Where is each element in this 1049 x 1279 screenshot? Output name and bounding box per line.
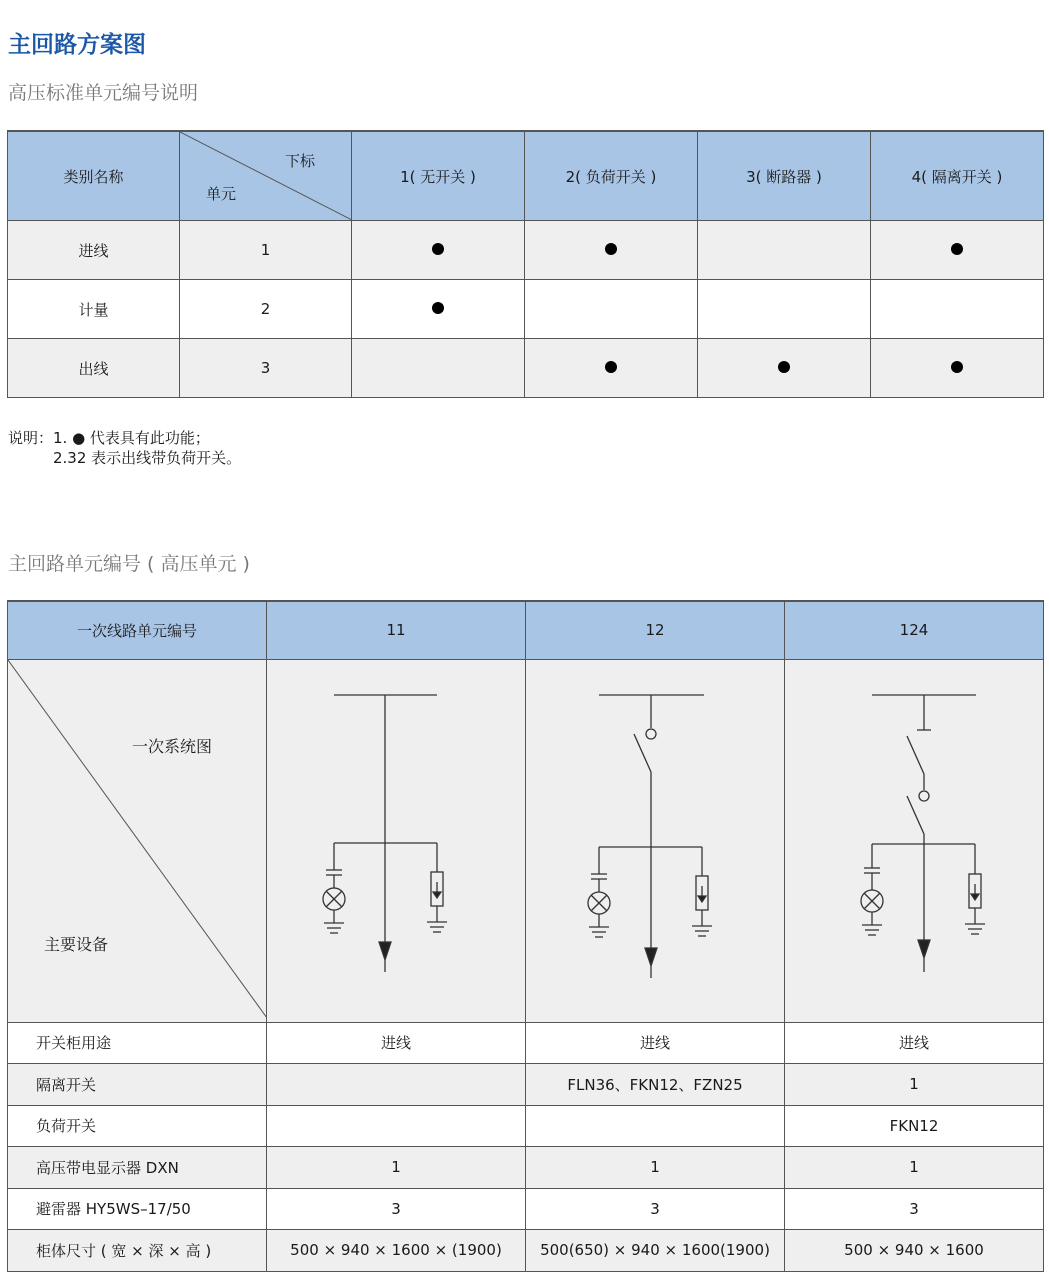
section-subtitle-2: 主回路单元编号 ( 高压单元 ) bbox=[8, 553, 250, 575]
row-value: 1 bbox=[785, 1063, 1044, 1105]
section-subtitle-1: 高压标准单元编号说明 bbox=[8, 82, 199, 104]
mark-cell bbox=[871, 221, 1044, 280]
note-line-1: 说明：1. ● 代表具有此功能； bbox=[8, 429, 210, 447]
table2-header-row bbox=[8, 601, 1044, 659]
explanation-note bbox=[8, 428, 241, 468]
diagram-cell-11 bbox=[267, 659, 526, 1022]
standard-unit-table bbox=[7, 130, 1044, 398]
diagram-diagonal-cell bbox=[8, 659, 267, 1022]
row-unit: 2 bbox=[180, 280, 352, 339]
diagram-cell-12 bbox=[526, 659, 785, 1022]
col-header-4: 4( 隔离开关 ) bbox=[871, 131, 1044, 221]
diagonal-header-cell bbox=[180, 131, 352, 221]
table-row bbox=[8, 1063, 1044, 1105]
mark-cell bbox=[698, 221, 871, 280]
col-header-2: 2( 负荷开关 ) bbox=[525, 131, 698, 221]
row-value: FKN12 bbox=[785, 1105, 1044, 1146]
row-value: 进线 bbox=[785, 1022, 1044, 1063]
row-value bbox=[267, 1063, 526, 1105]
table-row bbox=[8, 1022, 1044, 1063]
dot-mark bbox=[951, 361, 963, 373]
page-title: 主回路方案图 bbox=[8, 32, 146, 58]
diag-bottom-label: 单元 bbox=[206, 185, 237, 203]
row-value: 3 bbox=[267, 1188, 526, 1229]
diagram-cell-124 bbox=[785, 659, 1044, 1022]
row-value: 进线 bbox=[267, 1022, 526, 1063]
main-circuit-unit-table bbox=[7, 600, 1044, 1272]
dot-mark bbox=[605, 361, 617, 373]
row-unit: 1 bbox=[180, 221, 352, 280]
col-header-124: 124 bbox=[785, 601, 1044, 659]
dot-mark bbox=[432, 243, 444, 255]
col-header-11: 11 bbox=[267, 601, 526, 659]
table-row bbox=[8, 221, 1044, 280]
row-value: 3 bbox=[526, 1188, 785, 1229]
col-header-1: 1( 无开关 ) bbox=[352, 131, 525, 221]
row-value: 500 × 940 × 1600 × (1900) bbox=[267, 1229, 526, 1271]
col-header-3: 3( 断路器 ) bbox=[698, 131, 871, 221]
row-name: 出线 bbox=[8, 339, 180, 398]
table-row bbox=[8, 280, 1044, 339]
row-value: 3 bbox=[785, 1188, 1044, 1229]
category-header: 类别名称 bbox=[8, 131, 180, 221]
mark-cell bbox=[871, 280, 1044, 339]
row-value: 500 × 940 × 1600 bbox=[785, 1229, 1044, 1271]
mark-cell bbox=[352, 221, 525, 280]
circuit-diagram-icon bbox=[785, 660, 1044, 1018]
unit-number-header: 一次线路单元编号 bbox=[8, 601, 267, 659]
mark-cell bbox=[698, 280, 871, 339]
row-value: 1 bbox=[785, 1146, 1044, 1188]
row-value: 500(650) × 940 × 1600(1900) bbox=[526, 1229, 785, 1271]
circuit-diagram-icon bbox=[267, 660, 526, 1018]
mark-cell bbox=[352, 280, 525, 339]
row-name: 计量 bbox=[8, 280, 180, 339]
mark-cell bbox=[352, 339, 525, 398]
row-unit: 3 bbox=[180, 339, 352, 398]
mark-cell bbox=[525, 221, 698, 280]
row-label: 开关柜用途 bbox=[8, 1022, 267, 1063]
mark-cell bbox=[525, 339, 698, 398]
diagram-row bbox=[8, 659, 1044, 1022]
table-row bbox=[8, 1105, 1044, 1146]
row-label: 高压带电显示器 DXN bbox=[8, 1146, 267, 1188]
row-value bbox=[267, 1105, 526, 1146]
row-label: 避雷器 HY5WS–17/50 bbox=[8, 1188, 267, 1229]
row-label: 柜体尺寸 ( 宽 × 深 × 高 ) bbox=[8, 1229, 267, 1271]
dot-mark bbox=[951, 243, 963, 255]
row-name: 进线 bbox=[8, 221, 180, 280]
note-line-2: 2.32 表示出线带负荷开关。 bbox=[53, 449, 242, 467]
mark-cell bbox=[525, 280, 698, 339]
row-value: 进线 bbox=[526, 1022, 785, 1063]
table1-header-row bbox=[8, 131, 1044, 221]
mark-cell bbox=[698, 339, 871, 398]
row-value: 1 bbox=[267, 1146, 526, 1188]
diagonal-line bbox=[8, 660, 267, 1018]
dot-mark bbox=[778, 361, 790, 373]
dot-mark bbox=[605, 243, 617, 255]
circuit-diagram-icon bbox=[526, 660, 785, 1018]
diagonal-line bbox=[180, 132, 352, 220]
diag-top-label: 下标 bbox=[284, 152, 315, 170]
dot-mark bbox=[432, 302, 444, 314]
row-value: FLN36、FKN12、FZN25 bbox=[526, 1063, 785, 1105]
diag-bottom-label: 主要设备 bbox=[44, 934, 109, 954]
col-header-12: 12 bbox=[526, 601, 785, 659]
table-row bbox=[8, 339, 1044, 398]
mark-cell bbox=[871, 339, 1044, 398]
table-row bbox=[8, 1229, 1044, 1271]
diag-top-label: 一次系统图 bbox=[132, 736, 213, 756]
table-row bbox=[8, 1188, 1044, 1229]
row-value bbox=[526, 1105, 785, 1146]
row-label: 负荷开关 bbox=[8, 1105, 267, 1146]
row-value: 1 bbox=[526, 1146, 785, 1188]
row-label: 隔离开关 bbox=[8, 1063, 267, 1105]
table-row bbox=[8, 1146, 1044, 1188]
